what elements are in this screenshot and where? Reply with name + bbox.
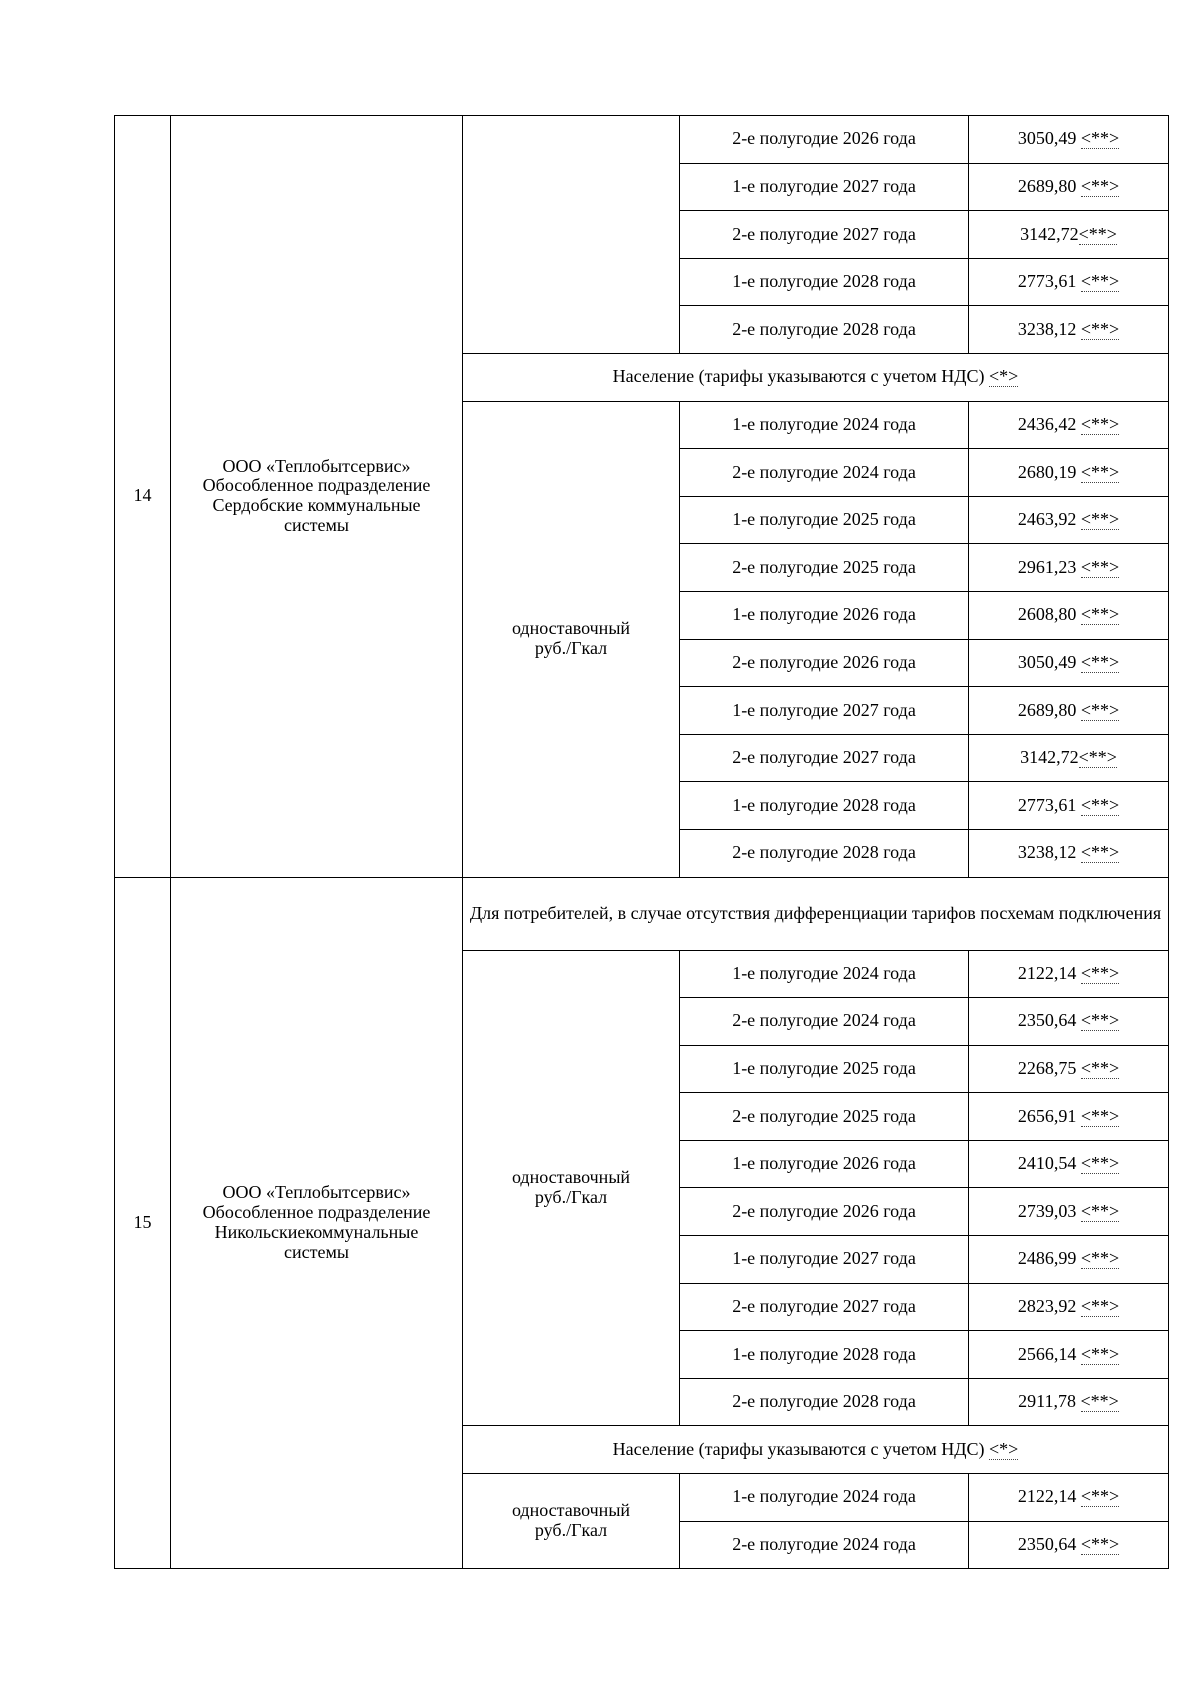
footnote-link[interactable]: <**> [1080,1343,1120,1364]
period-cell: 1-е полугодие 2025 года [680,496,969,544]
tariff-value: 2350,64 <**> [969,1521,1169,1569]
tariff-value: 2773,61 <**> [969,258,1169,306]
period-cell: 1-е полугодие 2028 года [680,258,969,306]
tariff-value: 3142,72<**> [969,734,1169,782]
period-cell: 1-е полугодие 2026 года [680,1140,969,1188]
table-row [115,116,1169,164]
tariff-value: 3238,12 <**> [969,829,1169,877]
footnote-link[interactable]: <**> [1078,747,1117,768]
tariff-value: 2410,54 <**> [969,1140,1169,1188]
footnote-link[interactable]: <**> [1080,962,1120,983]
period-cell: 2-е полугодие 2028 года [680,306,969,354]
tariff-value: 2961,23 <**> [969,544,1169,592]
footnote-link[interactable]: <**> [1080,1296,1120,1317]
tariff-value: 2436,42 <**> [969,401,1169,449]
tariff-value: 2608,80 <**> [969,591,1169,639]
period-cell: 1-е полугодие 2024 года [680,1474,969,1522]
footnote-link[interactable]: <**> [1080,271,1120,292]
tariff-value: 2268,75 <**> [969,1045,1169,1093]
footnote-link[interactable]: <**> [1080,556,1120,577]
footnote-link[interactable]: <**> [1080,1153,1120,1174]
footnote-link[interactable]: <**> [1080,842,1120,863]
tariff-value: 2122,14 <**> [969,1474,1169,1522]
footnote-link[interactable]: <**> [1080,175,1120,196]
period-cell: 2-е полугодие 2024 года [680,449,969,497]
tariff-value: 3238,12 <**> [969,306,1169,354]
tariff-value: 2823,92 <**> [969,1283,1169,1331]
tariff-value: 2350,64 <**> [969,998,1169,1046]
tariff-value: 2680,19 <**> [969,449,1169,497]
period-cell: 1-е полугодие 2025 года [680,1045,969,1093]
tariff-value: 2463,92 <**> [969,496,1169,544]
footnote-link[interactable]: <**> [1078,223,1117,244]
period-cell: 2-е полугодие 2024 года [680,998,969,1046]
footnote-link[interactable]: <**> [1080,651,1120,672]
period-cell: 1-е полугодие 2024 года [680,950,969,998]
tariff-value: 2739,03 <**> [969,1188,1169,1236]
footnote-link[interactable]: <**> [1080,1391,1119,1412]
tariff-value: 3050,49 <**> [969,116,1169,164]
period-cell: 1-е полугодие 2027 года [680,163,969,211]
tariff-value: 2656,91 <**> [969,1093,1169,1141]
row-number: 14 [115,116,171,878]
period-cell: 2-е полугодие 2028 года [680,829,969,877]
organization-name: ООО «Теплобытсервис» Обособленное подразделение Сердобские коммунальные системы [171,116,463,878]
tariff-value: 2689,80 <**> [969,687,1169,735]
period-cell: 2-е полугодие 2025 года [680,544,969,592]
tariff-table [114,115,1169,1569]
period-cell: 2-е полугодие 2027 года [680,734,969,782]
footnote-link[interactable]: <**> [1080,1058,1120,1079]
period-cell: 1-е полугодие 2028 года [680,782,969,830]
period-cell: 2-е полугодие 2024 года [680,1521,969,1569]
footnote-link[interactable]: <**> [1080,461,1120,482]
section-header: Для потребителей, в случае отсутствия дифференциации тарифов посхемам подключения [463,877,1169,950]
footnote-link[interactable]: <**> [1080,604,1120,625]
footnote-link[interactable]: <**> [1080,1534,1120,1555]
period-cell: 1-е полугодие 2028 года [680,1331,969,1379]
period-cell: 1-е полугодие 2026 года [680,591,969,639]
period-cell: 2-е полугодие 2027 года [680,1283,969,1331]
period-cell: 1-е полугодие 2024 года [680,401,969,449]
footnote-link[interactable]: <**> [1080,1105,1120,1126]
tariff-value: 2689,80 <**> [969,163,1169,211]
tariff-value: 2122,14 <**> [969,950,1169,998]
organization-name: ООО «Теплобытсервис» Обособленное подразделение Никольскиекоммунальные системы [171,877,463,1569]
row-number: 15 [115,877,171,1569]
section-header-row [115,877,1169,950]
footnote-link[interactable]: <**> [1080,128,1120,149]
footnote-link[interactable]: <**> [1080,413,1120,434]
tariff-value: 2566,14 <**> [969,1331,1169,1379]
tariff-value: 2911,78 <**> [969,1378,1169,1426]
period-cell: 2-е полугодие 2028 года [680,1378,969,1426]
section-header: Население (тарифы указываются с учетом НДС) <*> [463,1426,1169,1474]
footnote-link[interactable]: <**> [1080,699,1120,720]
rate-type-cell: одноставочный руб./Гкал [463,401,680,877]
period-cell: 2-е полугодие 2026 года [680,1188,969,1236]
footnote-link[interactable]: <**> [1080,318,1120,339]
tariff-value: 3050,49 <**> [969,639,1169,687]
period-cell: 1-е полугодие 2027 года [680,687,969,735]
period-cell: 2-е полугодие 2025 года [680,1093,969,1141]
period-cell: 2-е полугодие 2026 года [680,116,969,164]
footnote-link[interactable]: <**> [1080,1486,1120,1507]
period-cell: 2-е полугодие 2026 года [680,639,969,687]
tariff-value: 3142,72<**> [969,211,1169,259]
footnote-link[interactable]: <**> [1080,794,1120,815]
footnote-link[interactable]: <*> [989,366,1019,387]
footnote-link[interactable]: <**> [1080,1010,1120,1031]
period-cell: 2-е полугодие 2027 года [680,211,969,259]
period-cell: 1-е полугодие 2027 года [680,1236,969,1284]
footnote-link[interactable]: <**> [1080,509,1120,530]
footnote-link[interactable]: <**> [1080,1248,1120,1269]
rate-type-cell [463,116,680,354]
footnote-link[interactable]: <**> [1080,1200,1120,1221]
rate-type-cell: одноставочный руб./Гкал [463,1474,680,1569]
tariff-value: 2773,61 <**> [969,782,1169,830]
rate-type-cell: одноставочный руб./Гкал [463,950,680,1426]
section-header: Население (тарифы указываются с учетом НДС) <*> [463,353,1169,401]
footnote-link[interactable]: <*> [989,1438,1019,1459]
tariff-value: 2486,99 <**> [969,1236,1169,1284]
